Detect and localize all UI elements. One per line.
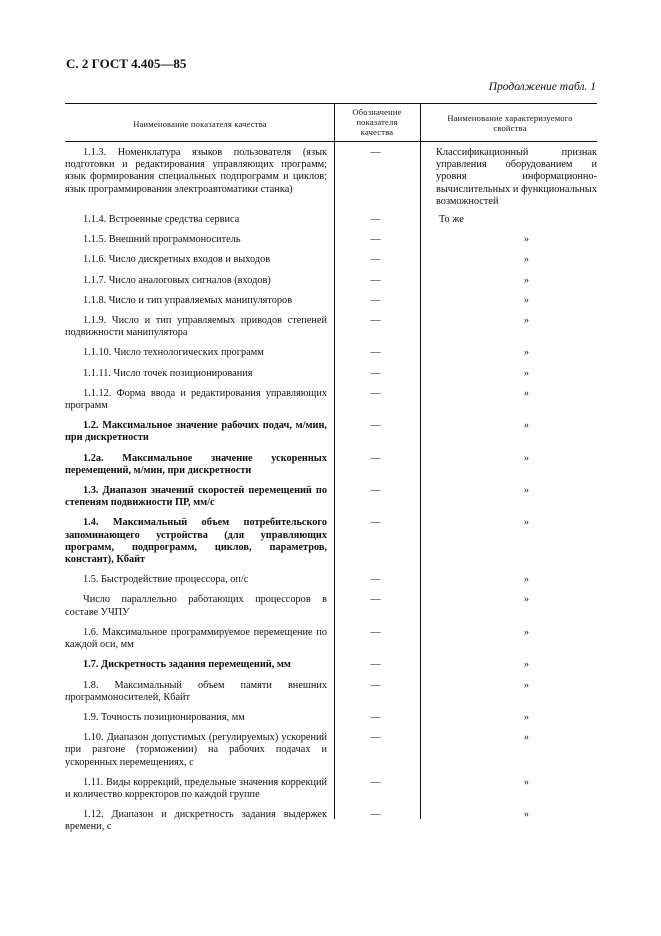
column-header-name: Наименование показателя качества bbox=[133, 119, 267, 129]
table-row bbox=[65, 388, 597, 412]
table-row bbox=[65, 453, 597, 477]
quality-indicator-name: 1.5. Быстродействие процессора, оп/с bbox=[83, 574, 249, 586]
characterized-property: » bbox=[523, 315, 530, 327]
characterized-property: То же bbox=[439, 214, 464, 226]
table-row bbox=[65, 147, 597, 208]
table-header-rule bbox=[65, 141, 597, 142]
quality-indicator-name: 1.1.9. Число и тип управляемых приводов степеней подвижности манипулятора bbox=[65, 315, 327, 339]
table-top-rule bbox=[65, 103, 597, 104]
table-row bbox=[65, 420, 597, 444]
quality-indicator-name: 1.2. Максимальное значение рабочих подач, м/мин, при дискретности bbox=[65, 420, 327, 444]
page-header: С. 2 ГОСТ 4.405—85 bbox=[66, 56, 187, 71]
characterized-property: » bbox=[523, 659, 530, 671]
indicator-symbol: — bbox=[370, 485, 381, 497]
characterized-property: » bbox=[523, 594, 530, 606]
characterized-property: » bbox=[523, 809, 530, 821]
quality-indicator-name: 1.8. Максимальный объем памяти внешних программоносителей, Кбайт bbox=[65, 679, 327, 703]
indicator-symbol: — bbox=[370, 420, 381, 432]
table-continuation-label: Продолжение табл. 1 bbox=[488, 81, 596, 93]
quality-indicator-name: 1.1.6. Число дискретных входов и выходов bbox=[83, 254, 271, 266]
characterized-property: » bbox=[523, 626, 530, 638]
characterized-property: Классификационный признак управления оборудованием и уровня информационно-вычислительных и функциональных возможностей bbox=[436, 147, 597, 207]
table-row bbox=[65, 315, 597, 339]
indicator-symbol: — bbox=[370, 732, 381, 744]
table-row bbox=[65, 680, 597, 704]
quality-indicator-name: 1.12. Диапазон и дискретность задания выдержек времени, с bbox=[65, 809, 327, 833]
table-row bbox=[65, 517, 597, 566]
quality-indicator-name: 1.1.4. Встроенные средства сервиса bbox=[83, 214, 240, 226]
quality-indicator-name: 1.4. Максимальный объем потребительского запоминающего устройства (для управляющих программ, подпрограмм, циклов, параметров, констант), Кбайт bbox=[65, 517, 327, 566]
table-row bbox=[65, 347, 597, 359]
indicator-symbol: — bbox=[370, 711, 381, 723]
indicator-symbol: — bbox=[370, 214, 381, 226]
table-row bbox=[65, 485, 597, 509]
indicator-symbol: — bbox=[370, 367, 381, 379]
table-row bbox=[65, 295, 597, 307]
quality-indicator-name: 1.1.12. Форма ввода и редактирования управляющих программ bbox=[65, 387, 327, 412]
indicator-symbol: — bbox=[370, 294, 381, 306]
characterized-property: » bbox=[523, 347, 530, 359]
indicator-symbol: — bbox=[370, 234, 381, 246]
quality-indicator-name: 1.3. Диапазон значений скоростей перемещений по степеням подвижности ПР, мм/с bbox=[65, 485, 327, 509]
column-header-symbol: Обозначение показателя качества bbox=[352, 107, 402, 137]
characterized-property: » bbox=[523, 294, 530, 306]
quality-indicator-name: 1.11. Виды коррекций, предельные значения коррекций и количество корректоров по каждой группе bbox=[65, 776, 327, 800]
characterized-property: » bbox=[523, 574, 530, 586]
quality-indicator-name: 1.7. Дискретность задания перемещений, мм bbox=[83, 659, 291, 671]
indicator-symbol: — bbox=[370, 679, 381, 691]
indicator-symbol: — bbox=[370, 387, 381, 399]
quality-indicator-name: 1.1.10. Число технологических программ bbox=[83, 347, 264, 359]
quality-indicator-name: 1.6. Максимальное программируемое перемещение по каждой оси, мм bbox=[65, 626, 327, 651]
table-row bbox=[65, 254, 597, 266]
table-row bbox=[65, 594, 597, 618]
quality-indicator-name: 1.1.8. Число и тип управляемых манипуляторов bbox=[83, 294, 293, 306]
table-body bbox=[65, 147, 597, 834]
characterized-property: » bbox=[523, 517, 530, 529]
quality-indicator-name: 1.2а. Максимальное значение ускоренных перемещений, м/мин, при дискретности bbox=[65, 452, 327, 476]
table-row bbox=[65, 574, 597, 586]
characterized-property: » bbox=[523, 732, 530, 744]
characterized-property: » bbox=[523, 420, 530, 432]
indicator-symbol: — bbox=[370, 594, 381, 606]
indicator-symbol: — bbox=[370, 274, 381, 286]
characterized-property: » bbox=[523, 776, 530, 788]
table-row bbox=[65, 368, 597, 380]
indicator-symbol: — bbox=[370, 254, 381, 266]
indicator-symbol: — bbox=[370, 626, 381, 638]
indicator-symbol: — bbox=[370, 517, 381, 529]
indicator-symbol: — bbox=[370, 574, 381, 586]
table-row bbox=[65, 809, 597, 833]
table-row bbox=[65, 214, 597, 226]
table-row bbox=[65, 777, 597, 801]
quality-indicator-name: 1.10. Диапазон допустимых (регулируемых) ускорений при разгоне (торможении) на рабочих подачах и ускоренных перемещениях, с bbox=[65, 732, 327, 768]
characterized-property: » bbox=[523, 367, 530, 379]
table-row bbox=[65, 234, 597, 246]
table-row bbox=[65, 712, 597, 724]
quality-indicator-name: 1.1.3. Номенклатура языков пользователя (язык подготовки и редактирования управляющих программ; язык формирования специальных подпрограмм и циклов; язык программирования электроавтоматики станка) bbox=[65, 147, 327, 195]
quality-indicator-name: 1.1.7. Число аналоговых сигналов (входов) bbox=[83, 274, 271, 286]
quality-indicator-name: 1.9. Точность позиционирования, мм bbox=[83, 711, 245, 723]
indicator-symbol: — bbox=[370, 809, 381, 821]
table-row bbox=[65, 627, 597, 651]
characterized-property: » bbox=[523, 234, 530, 246]
indicator-symbol: — bbox=[370, 347, 381, 359]
indicator-symbol: — bbox=[370, 659, 381, 671]
column-header-property: Наименование характеризуемого свойства bbox=[447, 113, 573, 133]
indicator-symbol: — bbox=[370, 147, 381, 158]
table-row bbox=[65, 732, 597, 769]
characterized-property: » bbox=[523, 254, 530, 266]
table-row bbox=[65, 275, 597, 287]
indicator-symbol: — bbox=[370, 452, 381, 464]
characterized-property: » bbox=[523, 679, 530, 691]
characterized-property: » bbox=[523, 452, 530, 464]
characterized-property: » bbox=[523, 274, 530, 286]
quality-indicator-name: 1.1.11. Число точек позиционирования bbox=[83, 367, 253, 379]
indicator-symbol: — bbox=[370, 776, 381, 788]
table-row bbox=[65, 659, 597, 671]
characterized-property: » bbox=[523, 485, 530, 497]
quality-indicator-name: 1.1.5. Внешний программоноситель bbox=[83, 234, 241, 246]
characterized-property: » bbox=[523, 711, 530, 723]
quality-indicator-name: Число параллельно работающих процессоров в составе УЧПУ bbox=[65, 594, 327, 618]
indicator-symbol: — bbox=[370, 315, 381, 327]
characterized-property: » bbox=[523, 387, 530, 399]
